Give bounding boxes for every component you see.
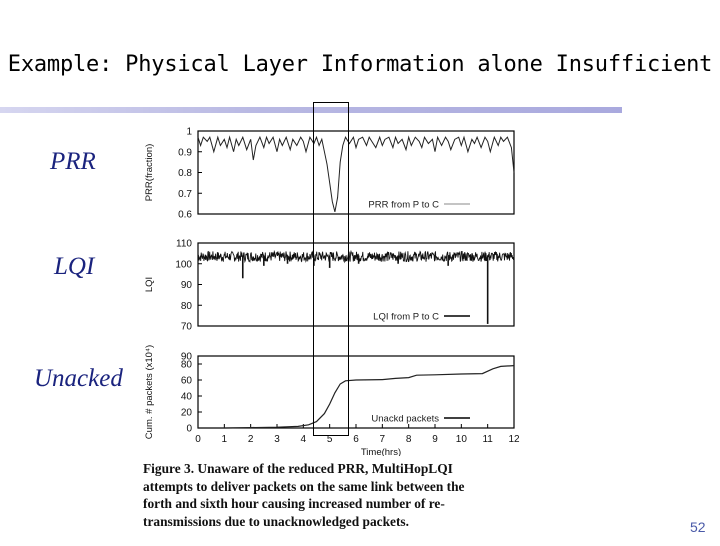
time-highlight-box xyxy=(313,102,349,436)
y-tick-label: 0 xyxy=(186,423,192,435)
unacked-label: Unacked xyxy=(34,365,123,392)
lqi-label: LQI xyxy=(54,253,95,280)
y-axis-label: LQI xyxy=(144,276,155,293)
y-tick-label: 1 xyxy=(186,126,192,138)
x-tick-label: 12 xyxy=(508,434,520,445)
y-tick-label: 110 xyxy=(176,238,192,250)
x-tick-label: 6 xyxy=(353,434,359,445)
figure-caption xyxy=(143,460,543,530)
y-tick-label: 60 xyxy=(180,375,192,387)
plot-frame-1 xyxy=(198,131,514,214)
legend-label: LQI from P to C xyxy=(373,311,439,323)
y-tick-label: 90 xyxy=(180,280,192,291)
y-tick-label: 80 xyxy=(180,359,192,371)
series-line-1 xyxy=(198,137,514,212)
series-line-2 xyxy=(198,251,514,261)
slide-number: 52 xyxy=(690,519,706,535)
y-tick-label: 90 xyxy=(180,351,192,363)
legend-label: PRR from P to C xyxy=(368,199,439,211)
caption-line: forth and sixth hour causing increased number of re- xyxy=(143,496,445,511)
y-tick-label: 80 xyxy=(180,300,192,312)
x-tick-label: 2 xyxy=(247,434,254,445)
prr-label: PRR xyxy=(50,148,96,175)
caption-line: attempts to deliver packets on the same link between the xyxy=(143,478,465,494)
x-tick-label: 1 xyxy=(221,434,228,445)
y-tick-label: 40 xyxy=(180,391,192,403)
x-tick-label: 0 xyxy=(195,434,201,445)
y-tick-label: 100 xyxy=(175,259,192,271)
y-tick-label: 0.8 xyxy=(178,168,192,179)
x-axis-label: Time(hrs) xyxy=(360,447,402,456)
x-tick-label: 4 xyxy=(300,434,307,445)
y-tick-label: 70 xyxy=(180,321,192,333)
y-axis-label: PRR(fraction) xyxy=(144,143,155,202)
y-tick-label: 20 xyxy=(180,407,192,419)
y-tick-label: 0.7 xyxy=(178,188,192,200)
x-tick-label: 11 xyxy=(482,434,493,445)
legend-label: Unackd packets xyxy=(371,413,439,425)
y-tick-label: 0.9 xyxy=(178,147,192,159)
x-tick-label: 10 xyxy=(455,434,467,445)
x-tick-label: 5 xyxy=(326,434,333,445)
caption-line: Figure 3. Unaware of the reduced PRR, MultiHopLQI xyxy=(143,461,453,476)
y-tick-label: 0.6 xyxy=(178,209,192,221)
title-divider xyxy=(0,107,622,113)
x-tick-label: 7 xyxy=(379,434,386,445)
y-axis-label: Cum. # packets (x10⁴) xyxy=(144,344,155,440)
slide-title: Example: Physical Layer Information alone Insufficient xyxy=(7,52,713,77)
caption-line: transmissions due to unacknowledged packets. xyxy=(143,513,409,529)
x-tick-label: 8 xyxy=(405,434,412,445)
x-tick-label: 9 xyxy=(432,434,438,445)
x-tick-label: 3 xyxy=(274,434,280,445)
